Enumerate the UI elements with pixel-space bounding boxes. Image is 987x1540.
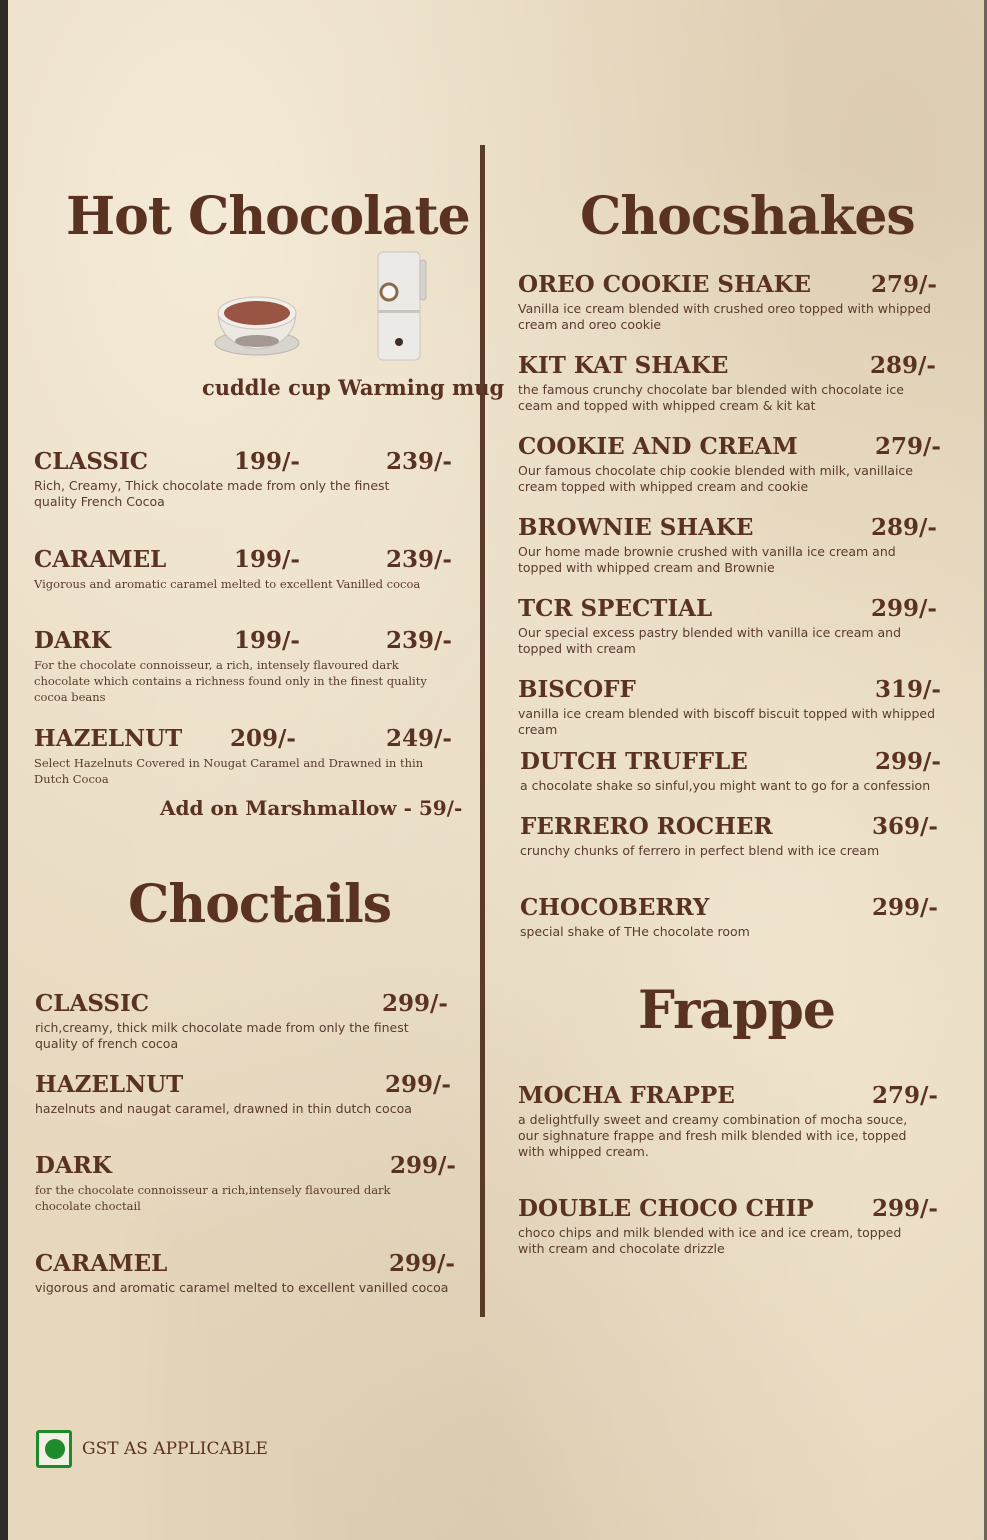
item-description: rich,creamy, thick milk chocolate made from only the finest quality of french cocoa	[35, 1020, 409, 1051]
item-description: vigorous and aromatic caramel melted to excellent vanilled cocoa	[35, 1280, 449, 1295]
chocshakes-title: Chocshakes	[580, 186, 915, 247]
item-description: Our home made brownie crushed with vanilla ice cream and topped with whipped cream and Brownie	[518, 544, 896, 575]
item-name: CLASSIC	[34, 448, 149, 475]
left-border	[0, 0, 8, 1540]
cuddle-cup-image	[210, 285, 305, 365]
item-name: BROWNIE SHAKE	[518, 514, 754, 541]
item-name: FERRERO ROCHER	[520, 813, 773, 840]
item-price: 289/-	[871, 514, 937, 541]
item-description: a chocolate shake so sinful,you might want to go for a confession	[520, 778, 931, 793]
item-name: CHOCOBERRY	[520, 894, 710, 921]
gst-note	[36, 1430, 268, 1468]
item-price-warming-mug: 239/-	[386, 627, 452, 654]
item-price: 299/-	[385, 1071, 451, 1098]
item-description: a delightfully sweet and creamy combination of mocha souce, our sighnature frappe and fresh milk blended with ice, topped with whipped cream.	[518, 1112, 908, 1159]
item-name: KIT KAT SHAKE	[518, 352, 729, 379]
cup-labels: cuddle cup Warming mug	[202, 375, 505, 400]
item-price: 369/-	[872, 813, 938, 840]
hot-chocolate-title: Hot Chocolate	[66, 186, 470, 247]
item-description: for the chocolate connoisseur a rich,intensely flavoured dark chocolate choctail	[35, 1183, 391, 1213]
item-price: 299/-	[390, 1152, 456, 1179]
item-price-cuddle-cup: 199/-	[234, 546, 300, 573]
item-price: 299/-	[382, 990, 448, 1017]
item-price: 299/-	[875, 748, 941, 775]
item-name: CLASSIC	[35, 990, 150, 1017]
item-name: DARK	[35, 1152, 112, 1179]
item-price: 319/-	[875, 676, 941, 703]
item-description: Vanilla ice cream blended with crushed oreo topped with whipped cream and oreo cookie	[518, 301, 931, 332]
item-description: special shake of THe chocolate room	[520, 924, 750, 939]
item-description: Select Hazelnuts Covered in Nougat Caramel and Drawned in thin Dutch Cocoa	[34, 756, 424, 786]
item-name: HAZELNUT	[35, 1071, 184, 1098]
item-name: BISCOFF	[518, 676, 636, 703]
item-description: hazelnuts and naugat caramel, drawned in thin dutch cocoa	[35, 1101, 412, 1116]
item-name: MOCHA FRAPPE	[518, 1082, 735, 1109]
choctails-title: Choctails	[128, 874, 392, 935]
warming-mug-image	[372, 250, 432, 365]
item-price-warming-mug: 239/-	[386, 448, 452, 475]
item-name: COOKIE AND CREAM	[518, 433, 798, 460]
veg-mark-icon	[36, 1430, 72, 1468]
gst-text: GST AS APPLICABLE	[82, 1439, 268, 1459]
item-description: choco chips and milk blended with ice and ice cream, topped with cream and chocolate drizzle	[518, 1225, 902, 1256]
item-name: CARAMEL	[34, 546, 167, 573]
item-price: 299/-	[872, 894, 938, 921]
item-price-warming-mug: 239/-	[386, 546, 452, 573]
item-name: HAZELNUT	[34, 725, 183, 752]
column-divider	[480, 145, 485, 1317]
item-name: OREO COOKIE SHAKE	[518, 271, 812, 298]
item-description: Our special excess pastry blended with vanilla ice cream and topped with cream	[518, 625, 902, 656]
item-price: 299/-	[871, 595, 937, 622]
item-description: vanilla ice cream blended with biscoff biscuit topped with whipped cream	[518, 706, 936, 737]
item-description: crunchy chunks of ferrero in perfect blend with ice cream	[520, 843, 880, 858]
item-description: the famous crunchy chocolate bar blended with chocolate ice ceam and topped with whipped cream & kit kat	[518, 382, 904, 413]
item-name: DUTCH TRUFFLE	[520, 748, 748, 775]
item-name: CARAMEL	[35, 1250, 168, 1277]
item-description: For the chocolate connoisseur, a rich, intensely flavoured dark chocolate which contains a richness found only in the finest quality cocoa beans	[34, 658, 427, 704]
item-description: Rich, Creamy, Thick chocolate made from only the finest quality French Cocoa	[34, 478, 390, 509]
item-price-cuddle-cup: 209/-	[230, 725, 296, 752]
item-price: 299/-	[872, 1195, 938, 1222]
item-price: 279/-	[875, 433, 941, 460]
item-price-cuddle-cup: 199/-	[234, 448, 300, 475]
item-name: DOUBLE CHOCO CHIP	[518, 1195, 814, 1222]
marshmallow-addon: Add on Marshmallow - 59/-	[160, 796, 463, 820]
item-description: Vigorous and aromatic caramel melted to excellent Vanilled cocoa	[34, 577, 421, 591]
item-description: Our famous chocolate chip cookie blended with milk, vanillaice cream topped with whipped cream and cookie	[518, 463, 913, 494]
item-price: 279/-	[871, 271, 937, 298]
item-price: 299/-	[389, 1250, 455, 1277]
item-price-cuddle-cup: 199/-	[234, 627, 300, 654]
item-price-warming-mug: 249/-	[386, 725, 452, 752]
item-name: DARK	[34, 627, 111, 654]
frappe-title: Frappe	[638, 980, 835, 1041]
item-price: 289/-	[870, 352, 936, 379]
item-name: TCR SPECTIAL	[518, 595, 713, 622]
item-price: 279/-	[872, 1082, 938, 1109]
